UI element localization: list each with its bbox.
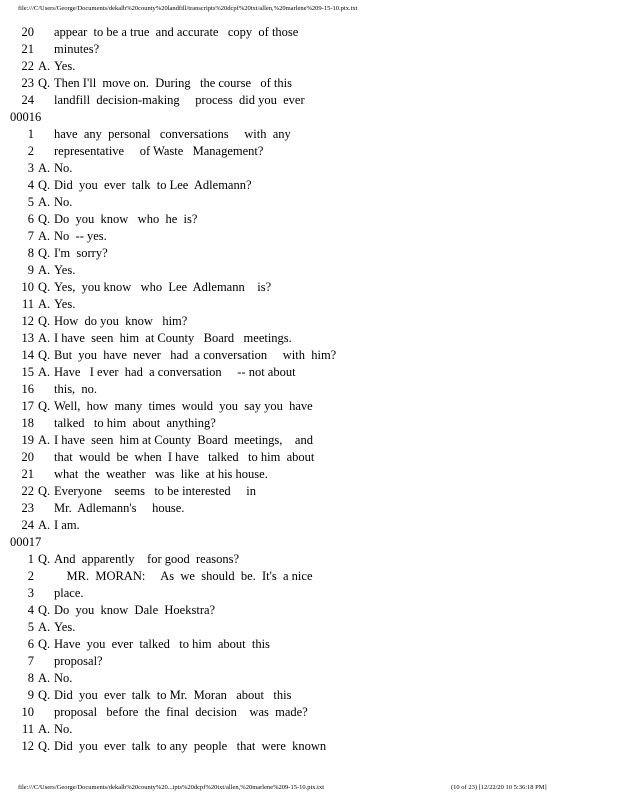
speaker-label: Q. — [38, 552, 51, 566]
transcript-line — [12, 738, 612, 755]
line-number: 4 — [27, 603, 34, 617]
transcript-line — [12, 381, 612, 398]
line-number: 21 — [21, 467, 34, 481]
line-number: 12 — [21, 739, 34, 753]
speaker-label: A. — [38, 620, 51, 634]
transcript-line — [12, 619, 612, 636]
transcript-line — [12, 432, 612, 449]
transcript-line — [12, 296, 612, 313]
line-text: No -- yes. — [54, 229, 107, 243]
line-number: 10 — [21, 280, 34, 294]
line-text: Did you ever talk to Mr. Moran about this — [54, 688, 292, 702]
line-text: I have seen him at County Board meetings. — [54, 331, 292, 345]
line-number: 22 — [21, 59, 34, 73]
line-text: Do you know who he is? — [54, 212, 198, 226]
line-number: 6 — [27, 212, 34, 226]
line-text: Have you ever talked to him about this — [54, 637, 270, 651]
line-text: How do you know him? — [54, 314, 188, 328]
line-text: No. — [54, 671, 73, 685]
line-number: 3 — [27, 586, 34, 600]
line-number: 3 — [27, 161, 34, 175]
speaker-label: A. — [38, 297, 51, 311]
line-number: 24 — [21, 518, 34, 532]
line-text: Do you know Dale Hoekstra? — [54, 603, 216, 617]
line-text: No. — [54, 195, 73, 209]
document-header-url: file:///C/Users/George/Documents/dekalb%20county%20landfill/transcripts%20dcpf%20txt/allen,%20marlene%209-15-10.ptx.txt — [18, 5, 358, 12]
speaker-label: Q. — [38, 246, 51, 260]
line-text: But you have never had a conversation with him? — [54, 348, 337, 362]
speaker-label: Q. — [38, 212, 51, 226]
speaker-label: A. — [38, 365, 51, 379]
line-text: Mr. Adlemann's house. — [54, 501, 185, 515]
speaker-label: Q. — [38, 76, 51, 90]
transcript-line — [12, 211, 612, 228]
line-number: 17 — [21, 399, 34, 413]
line-number: 7 — [27, 654, 34, 668]
transcript-line — [12, 228, 612, 245]
document-footer-url: file:///C/Users/George/Documents/dekalb%20county%20...ipts%20dcpf%20txt/allen,%20marlene%209-15-10.ptx.txt — [18, 784, 325, 791]
line-text: appear to be a true and accurate copy of those — [54, 25, 299, 39]
transcript-line — [12, 670, 612, 687]
speaker-label: A. — [38, 331, 51, 345]
line-number: 24 — [21, 93, 34, 107]
transcript-line — [12, 466, 612, 483]
transcript-line — [12, 500, 612, 517]
line-text: place. — [54, 586, 84, 600]
transcript-line — [12, 602, 612, 619]
line-number: 5 — [27, 195, 34, 209]
line-number: 11 — [21, 722, 34, 736]
speaker-label: A. — [38, 263, 51, 277]
line-text: Yes, you know who Lee Adlemann is? — [54, 280, 272, 294]
line-number: 21 — [21, 42, 34, 56]
line-number: 1 — [27, 127, 34, 141]
speaker-label: Q. — [38, 178, 51, 192]
transcript-line — [12, 279, 612, 296]
speaker-label: A. — [38, 722, 51, 736]
transcript-line — [12, 160, 612, 177]
transcript-line — [12, 24, 612, 41]
line-number: 23 — [21, 76, 34, 90]
line-number: 12 — [21, 314, 34, 328]
line-text: I have seen him at County Board meetings, and — [54, 433, 313, 447]
line-number: 8 — [27, 246, 34, 260]
line-number: 1 — [27, 552, 34, 566]
speaker-label: Q. — [38, 399, 51, 413]
line-number: 5 — [27, 620, 34, 634]
transcript-line — [12, 704, 612, 721]
line-text: Have I ever had a conversation -- not about — [54, 365, 296, 379]
transcript-line — [12, 653, 612, 670]
transcript-line — [12, 330, 612, 347]
speaker-label: Q. — [38, 637, 51, 651]
page-marker: 00016 — [10, 110, 42, 124]
document-footer-page-info: (10 of 23) [12/22/20 10 5:36:18 PM] — [451, 784, 547, 791]
line-text: this, no. — [54, 382, 98, 396]
line-text: proposal? — [54, 654, 103, 668]
line-number: 7 — [27, 229, 34, 243]
transcript-line — [12, 58, 612, 75]
transcript-line — [12, 347, 612, 364]
transcript-line — [12, 415, 612, 432]
line-text: I am. — [54, 518, 80, 532]
line-text: landfill decision-making process did you ever — [54, 93, 305, 107]
line-text: representative of Waste Management? — [54, 144, 264, 158]
speaker-label: A. — [38, 433, 51, 447]
transcript-line — [12, 568, 612, 585]
line-text: MR. MORAN: As we should be. It's a nice — [54, 569, 313, 583]
line-text: No. — [54, 161, 73, 175]
line-number: 19 — [21, 433, 34, 447]
transcript-line — [12, 483, 612, 500]
speaker-label: A. — [38, 59, 51, 73]
transcript-line — [12, 449, 612, 466]
speaker-label: Q. — [38, 484, 51, 498]
speaker-label: Q. — [38, 280, 51, 294]
speaker-label: A. — [38, 161, 51, 175]
line-text: Then I'll move on. During the course of this — [54, 76, 292, 90]
line-text: Well, how many times would you say you have — [54, 399, 313, 413]
line-text: that would be when I have talked to him about — [54, 450, 315, 464]
speaker-label: Q. — [38, 688, 51, 702]
line-text: Everyone seems to be interested in — [54, 484, 257, 498]
line-number: 10 — [21, 705, 34, 719]
transcript-line — [12, 262, 612, 279]
line-number: 11 — [21, 297, 34, 311]
transcript-line — [12, 126, 612, 143]
line-number: 2 — [27, 569, 34, 583]
line-text: Yes. — [54, 263, 76, 277]
line-number: 14 — [21, 348, 34, 362]
line-text: No. — [54, 722, 73, 736]
line-text: I'm sorry? — [54, 246, 108, 260]
line-text: proposal before the final decision was made? — [54, 705, 308, 719]
transcript-line — [12, 92, 612, 109]
speaker-label: Q. — [38, 348, 51, 362]
line-text: And apparently for good reasons? — [54, 552, 240, 566]
transcript-line — [12, 721, 612, 738]
line-number: 23 — [21, 501, 34, 515]
speaker-label: Q. — [38, 314, 51, 328]
transcript-line — [12, 687, 612, 704]
line-number: 4 — [27, 178, 34, 192]
transcript-line — [12, 517, 612, 534]
transcript-body — [12, 24, 612, 755]
line-number: 16 — [21, 382, 34, 396]
transcript-line — [12, 585, 612, 602]
line-text: Yes. — [54, 620, 76, 634]
transcript-line — [12, 364, 612, 381]
line-text: Yes. — [54, 297, 76, 311]
transcript-line — [12, 143, 612, 160]
line-number: 15 — [21, 365, 34, 379]
transcript-line — [12, 177, 612, 194]
line-number: 9 — [27, 263, 34, 277]
transcript-line — [12, 551, 612, 568]
line-number: 2 — [27, 144, 34, 158]
line-number: 8 — [27, 671, 34, 685]
transcript-line — [12, 636, 612, 653]
line-text: minutes? — [54, 42, 100, 56]
line-number: 20 — [21, 25, 34, 39]
line-number: 13 — [21, 331, 34, 345]
speaker-label: A. — [38, 518, 51, 532]
line-text: Did you ever talk to any people that were known — [54, 739, 327, 753]
transcript-line — [12, 398, 612, 415]
transcript-line — [12, 41, 612, 58]
line-text: talked to him about anything? — [54, 416, 216, 430]
line-text: Did you ever talk to Lee Adlemann? — [54, 178, 252, 192]
speaker-label: Q. — [38, 739, 51, 753]
line-number: 20 — [21, 450, 34, 464]
line-number: 22 — [21, 484, 34, 498]
line-number: 6 — [27, 637, 34, 651]
speaker-label: A. — [38, 195, 51, 209]
line-number: 9 — [27, 688, 34, 702]
line-number: 18 — [21, 416, 34, 430]
line-text: have any personal conversations with any — [54, 127, 291, 141]
transcript-line — [12, 313, 612, 330]
speaker-label: A. — [38, 229, 51, 243]
transcript-line — [12, 75, 612, 92]
speaker-label: Q. — [38, 603, 51, 617]
speaker-label: A. — [38, 671, 51, 685]
page-marker: 00017 — [10, 535, 42, 549]
line-text: Yes. — [54, 59, 76, 73]
transcript-line — [12, 194, 612, 211]
transcript-line — [12, 245, 612, 262]
line-text: what the weather was like at his house. — [54, 467, 268, 481]
